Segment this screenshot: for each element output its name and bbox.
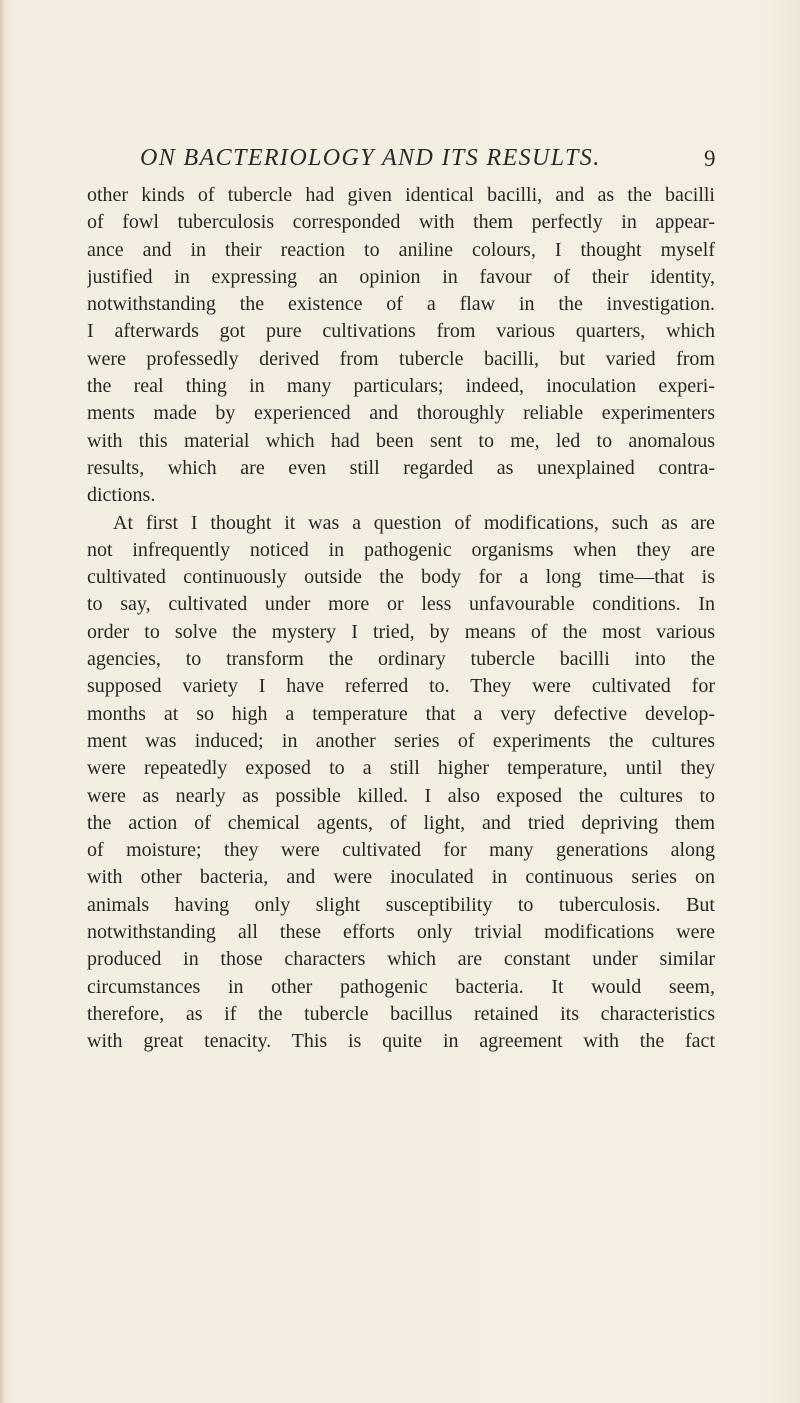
text-line: were as nearly as possible killed. I also exposed the cultures to [87,784,715,807]
text-line: supposed variety I have referred to. They were cultivated for [87,675,715,698]
text-line: order to solve the mystery I tried, by means of the most various [87,620,715,643]
text-line: circumstances in other pathogenic bacteria. It would seem, [87,975,715,998]
text-line-paragraph-end: dictions. [87,484,156,507]
text-line: notwithstanding the existence of a flaw in the investigation. [87,293,715,316]
text-line: the action of chemical agents, of light, and tried depriving them [87,811,715,834]
text-line-paragraph-start: At first I thought it was a question of modifications, such as are [113,511,715,534]
text-line: were repeatedly exposed to a still higher temperature, until they [87,757,715,780]
text-line: with great tenacity. This is quite in agreement with the fact [87,1030,715,1053]
page-number: 9 [704,146,716,171]
body-text [87,182,715,1056]
text-line: therefore, as if the tubercle bacillus retained its characteristics [87,1002,715,1025]
text-line: with other bacteria, and were inoculated in continuous series on [87,866,715,889]
text-line: results, which are even still regarded as unexplained contra- [87,456,715,479]
text-line: I afterwards got pure cultivations from various quarters, which [87,320,715,343]
text-line: ment was induced; in another series of experiments the cultures [87,729,715,752]
text-line: agencies, to transform the ordinary tubercle bacilli into the [87,648,715,671]
running-title: ON BACTERIOLOGY AND ITS RESULTS. [140,145,601,171]
text-line: justified in expressing an opinion in favour of their identity, [87,265,715,288]
text-line: to say, cultivated under more or less unfavourable conditions. In [87,593,715,616]
text-line: of fowl tuberculosis corresponded with them perfectly in appear- [87,211,715,234]
text-line: notwithstanding all these efforts only trivial modifications were [87,921,715,944]
text-line: produced in those characters which are constant under similar [87,948,715,971]
text-line: other kinds of tubercle had given identical bacilli, and as the bacilli [87,184,715,206]
text-line: months at so high a temperature that a very defective develop- [87,702,715,725]
text-line: animals having only slight susceptibility to tuberculosis. But [87,893,715,916]
text-line: with this material which had been sent to me, led to anomalous [87,429,715,452]
text-line: ments made by experienced and thoroughly reliable experimenters [87,402,715,425]
page-binding-shadow [0,0,5,1403]
text-line: of moisture; they were cultivated for many generations along [87,839,715,862]
text-line: the real thing in many particulars; indeed, inoculation experi- [87,375,715,398]
text-line: ance and in their reaction to aniline colours, I thought myself [87,238,715,261]
text-line: were professedly derived from tubercle bacilli, but varied from [87,347,715,370]
text-line: cultivated continuously outside the body for a long time—that is [87,566,715,589]
text-line: not infrequently noticed in pathogenic organisms when they are [87,538,715,561]
